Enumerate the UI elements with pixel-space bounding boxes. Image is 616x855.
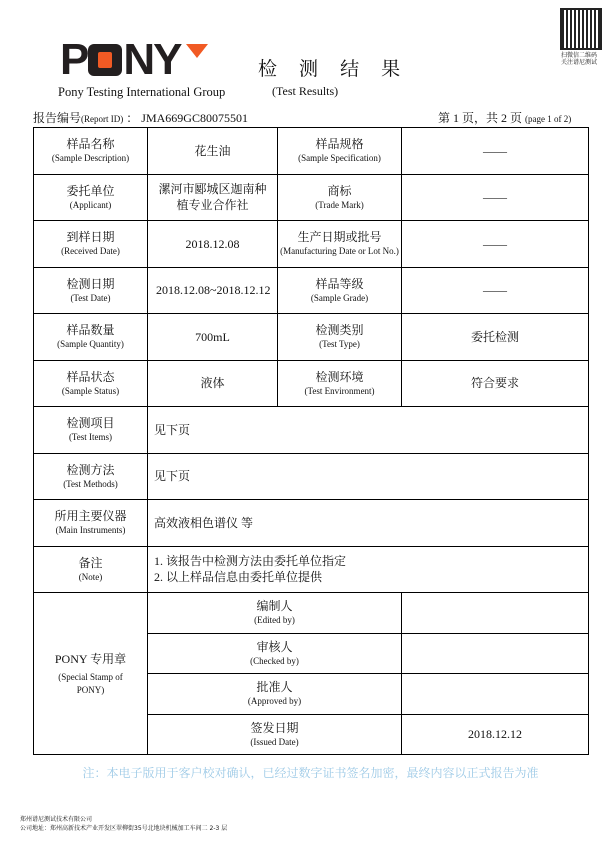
field-value: 高效液相色谱仪 等	[148, 500, 589, 547]
field-label	[278, 360, 402, 407]
field-value: ——	[402, 267, 589, 314]
field-label	[34, 546, 148, 593]
label-en: (Test Methods)	[63, 478, 118, 489]
label-cn: 委托单位	[66, 183, 115, 198]
field-value: ——	[402, 174, 589, 221]
label-en: (Test Date)	[70, 292, 111, 303]
table-row	[34, 314, 589, 361]
field-label	[148, 714, 402, 755]
field-label	[278, 174, 402, 221]
label-en: (Sample Grade)	[310, 292, 369, 303]
label-en: (Trade Mark)	[315, 199, 364, 210]
label-cn: 审核人	[256, 639, 293, 654]
field-value: 2018.12.08~2018.12.12	[148, 267, 278, 314]
field-value: 2018.12.08	[148, 221, 278, 268]
field-value	[402, 674, 589, 715]
label-en: (Received Date)	[61, 246, 120, 257]
report-id-value: JMA669GC80075501	[141, 111, 248, 125]
label-cn: 批准人	[256, 680, 293, 695]
label-en: (Test Items)	[68, 432, 113, 443]
label-cn: 样品等级	[315, 276, 364, 291]
table-row	[34, 267, 589, 314]
label-cn: 样品数量	[66, 323, 115, 338]
label-cn: 到样日期	[66, 230, 115, 245]
field-value: 2018.12.12	[402, 714, 589, 755]
label-cn: 商标	[327, 183, 352, 198]
label-en: (Test Type)	[319, 339, 360, 350]
note-row	[34, 546, 589, 593]
qr-caption-1: 扫微信二维码	[560, 52, 597, 59]
group-name: Pony Testing International Group	[58, 85, 226, 99]
qr-caption	[553, 52, 605, 66]
label-cn: 样品状态	[66, 369, 115, 384]
page-subtitle: (Test Results)	[272, 84, 339, 98]
pony-logo: P NY	[60, 35, 181, 84]
field-value: ——	[402, 221, 589, 268]
report-id-label: 报告编号	[33, 111, 82, 125]
watermark: 注：本电子版用于客户校对确认，已经过数字证书签名加密，最终内容以正式报告为准	[82, 766, 539, 780]
table-row	[34, 500, 589, 547]
table-row	[34, 174, 589, 221]
label-en: (Main Instruments)	[55, 525, 126, 536]
report-id	[33, 111, 248, 126]
qr-caption-2: 关注谱尼测试	[560, 59, 597, 66]
table-row	[34, 221, 589, 268]
label-cn: 生产日期或批号	[297, 230, 382, 245]
table-row	[34, 453, 589, 500]
label-en: (Sample Status)	[61, 385, 120, 396]
label-cn: 检测项目	[66, 416, 115, 431]
field-value: ——	[402, 128, 589, 175]
label-cn: 签发日期	[250, 720, 299, 735]
field-label	[34, 500, 148, 547]
field-value: 漯河市郾城区迦南种植专业合作社	[148, 174, 278, 221]
label-cn: 所用主要仪器	[54, 509, 127, 524]
field-label	[34, 360, 148, 407]
table-row	[34, 407, 589, 454]
field-label	[278, 267, 402, 314]
field-label	[278, 314, 402, 361]
field-label	[34, 174, 148, 221]
field-value: 见下页	[148, 453, 589, 500]
label-en: (Sample Quantity)	[57, 339, 124, 350]
field-label	[34, 221, 148, 268]
field-value: 花生油	[148, 128, 278, 175]
signature-row	[34, 593, 589, 634]
label-cn: 样品规格	[315, 137, 364, 152]
label-cn: 检测日期	[66, 276, 115, 291]
table-row	[34, 360, 589, 407]
label-cn: 编制人	[256, 599, 293, 614]
page-number-cn: 第 1 页，共 2 页	[438, 111, 523, 125]
note-line: 2. 以上样品信息由委托单位提供	[154, 570, 323, 585]
field-label	[34, 267, 148, 314]
qr-code-icon	[560, 8, 602, 50]
footer-address: 公司地址：郑州高新技术产业开发区翠柳街35号北地块机械加工车间二 2-3 层	[20, 825, 228, 832]
stamp-cell	[34, 593, 148, 755]
label-cn: 样品名称	[66, 137, 115, 152]
field-label	[148, 593, 402, 634]
field-value: 700mL	[148, 314, 278, 361]
field-value: 见下页	[148, 407, 589, 454]
note-line: 1. 该报告中检测方法由委托单位指定	[154, 554, 347, 569]
label-cn: 检测环境	[315, 369, 364, 384]
footer-company: 郑州谱尼测试技术有限公司	[20, 816, 93, 823]
logo-triangle-icon	[186, 44, 208, 58]
field-value: 液体	[148, 360, 278, 407]
label-en: (Manufacturing Date or Lot No.)	[280, 246, 399, 257]
label-en: (Issued Date)	[250, 736, 299, 747]
field-label	[34, 407, 148, 454]
label-en: (Approved by)	[247, 696, 302, 707]
field-label	[34, 453, 148, 500]
label-en: (Sample Description)	[51, 153, 130, 164]
label-en: (Note)	[78, 571, 103, 582]
field-value	[402, 593, 589, 634]
field-value: 委托检测	[402, 314, 589, 361]
label-en: (Edited by)	[254, 615, 295, 626]
page-number-en: (page 1 of 2)	[525, 114, 572, 124]
results-table	[33, 127, 589, 755]
label-cn: PONY 专用章	[54, 651, 127, 666]
report-id-label-en: (Report ID)	[81, 114, 124, 124]
table-row	[34, 128, 589, 175]
label-en: (Applicant)	[69, 199, 112, 210]
label-en: (Sample Specification)	[298, 153, 381, 164]
field-label	[148, 633, 402, 674]
field-value: 符合要求	[402, 360, 589, 407]
field-label	[34, 314, 148, 361]
label-cn: 备注	[78, 555, 103, 570]
footer	[20, 815, 227, 833]
field-label	[148, 674, 402, 715]
label-cn: 检测类别	[315, 323, 364, 338]
label-en: (Checked by)	[250, 655, 299, 666]
field-value	[402, 633, 589, 674]
page-title: 检 测 结 果	[258, 58, 409, 80]
label-cn: 检测方法	[66, 462, 115, 477]
field-label	[34, 128, 148, 175]
page-number	[438, 111, 571, 126]
label-en: (Test Environment)	[304, 385, 375, 396]
report-id-sep: ：	[126, 111, 139, 125]
note-value	[148, 546, 589, 593]
field-label	[278, 221, 402, 268]
field-label	[278, 128, 402, 175]
label-en: (Special Stamp of PONY)	[58, 671, 123, 695]
